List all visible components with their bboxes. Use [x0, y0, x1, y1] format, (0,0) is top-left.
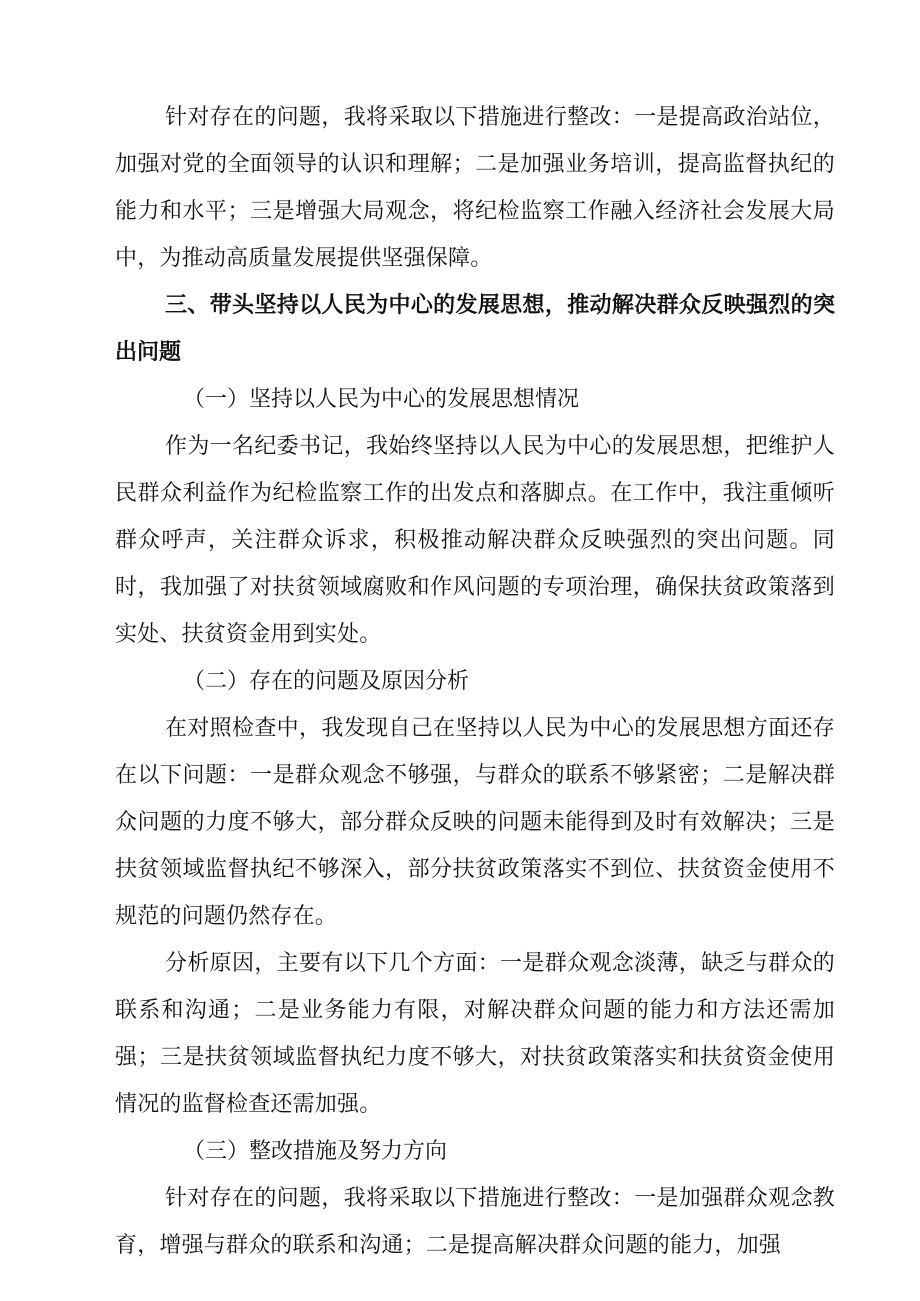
body-paragraph: 作为一名纪委书记，我始终坚持以人民为中心的发展思想，把维护人民群众利益作为纪检监察工作的出发点和落脚点。在工作中，我注重倾听群众呼声，关注群众诉求，积极推动解决群众反映强烈的突出问题。同时，我加强了对扶贫领域腐败和作风问题的专项治理，确保扶贫政策落到实处、扶贫资金用到实处。	[115, 434, 835, 647]
section-heading: 三、带头坚持以人民为中心的发展思想，推动解决群众反映强烈的突出问题	[115, 292, 835, 365]
body-paragraph: 在对照检查中，我发现自己在坚持以人民为中心的发展思想方面还存在以下问题：一是群众观念不够强，与群众的联系不够紧密；二是解决群众问题的力度不够大，部分群众反映的问题未能得到及时有效解决；三是扶贫领域监督执纪不够深入，部分扶贫政策落实不到位、扶贫资金使用不规范的问题仍然存在。	[115, 716, 835, 929]
subsection-heading: （一）坚持以人民为中心的发展思想情况	[183, 387, 580, 412]
body-paragraph: 分析原因，主要有以下几个方面：一是群众观念淡薄，缺乏与群众的联系和沟通；二是业务能力有限，对解决群众问题的能力和方法还需加强；三是扶贫领域监督执纪力度不够大，对扶贫政策落实和扶贫资金使用情况的监督检查还需加强。	[115, 951, 835, 1117]
subsection-heading: （二）存在的问题及原因分析	[183, 669, 470, 694]
subsection-heading: （三）整改措施及努力方向	[183, 1139, 448, 1164]
document-page	[115, 94, 835, 1269]
body-paragraph: 针对存在的问题，我将采取以下措施进行整改：一是加强群众观念教育，增强与群众的联系和沟通；二是提高解决群众问题的能力，加强	[115, 1186, 835, 1258]
body-paragraph: 针对存在的问题，我将采取以下措施进行整改：一是提高政治站位，加强对党的全面领导的认识和理解；二是加强业务培训，提高监督执纪的能力和水平；三是增强大局观念，将纪检监察工作融入经济社会发展大局中，为推动高质量发展提供坚强保障。	[115, 105, 835, 271]
